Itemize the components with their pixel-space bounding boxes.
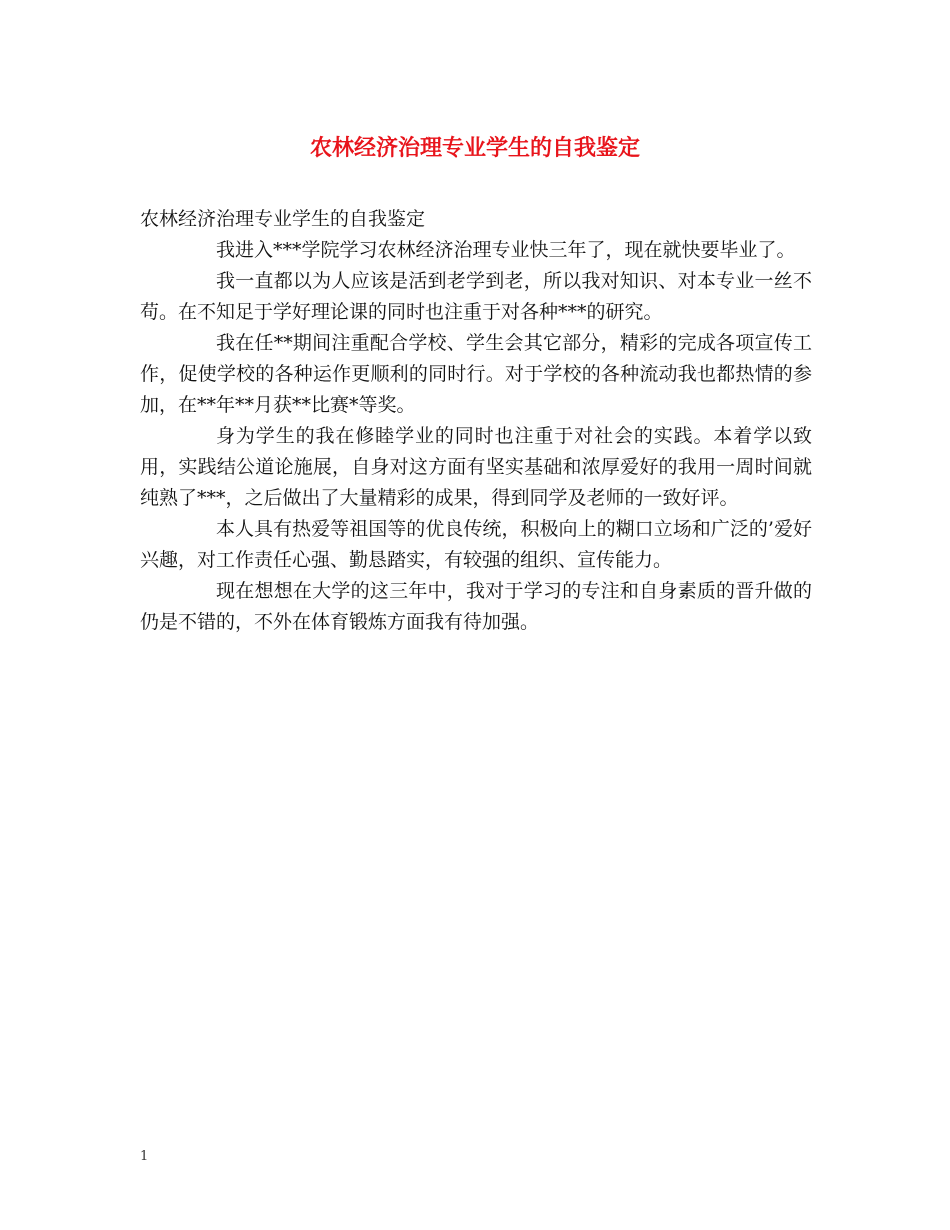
paragraph-5: 本人具有热爱等祖国等的优良传统，积极向上的糊口立场和广泛的’爱好兴趣，对工作责任心强、勤恳踏实，有较强的组织、宣传能力。 bbox=[140, 518, 812, 571]
paragraph-1: 我进入***学院学习农林经济治理专业快三年了，现在就快要毕业了。 bbox=[216, 239, 796, 261]
document-subtitle: 农林经济治理专业学生的自我鉴定 bbox=[140, 208, 426, 230]
paragraph-2: 我一直都以为人应该是活到老学到老，所以我对知识、对本专业一丝不苟。在不知足于学好理论课的同时也注重于对各种***的研究。 bbox=[140, 270, 812, 323]
paragraph-3: 我在任**期间注重配合学校、学生会其它部分，精彩的完成各项宣传工作，促使学校的各种运作更顺利的同时行。对于学校的各种流动我也都热情的参加，在**年**月获**比赛*等奖。 bbox=[140, 332, 812, 416]
page-number: 1 bbox=[140, 1149, 149, 1164]
paragraph-6: 现在想想在大学的这三年中，我对于学习的专注和自身素质的晋升做的仍是不错的，不外在体育锻炼方面我有待加强。 bbox=[140, 580, 812, 633]
document-body bbox=[140, 204, 812, 638]
paragraph-4: 身为学生的我在修睦学业的同时也注重于对社会的实践。本着学以致用，实践结公道论施展，自身对这方面有坚实基础和浓厚爱好的我用一周时间就纯熟了***，之后做出了大量精彩的成果，得到同学及老师的一致好评。 bbox=[140, 425, 812, 509]
document-title: 农林经济治理专业学生的自我鉴定 bbox=[309, 135, 640, 161]
